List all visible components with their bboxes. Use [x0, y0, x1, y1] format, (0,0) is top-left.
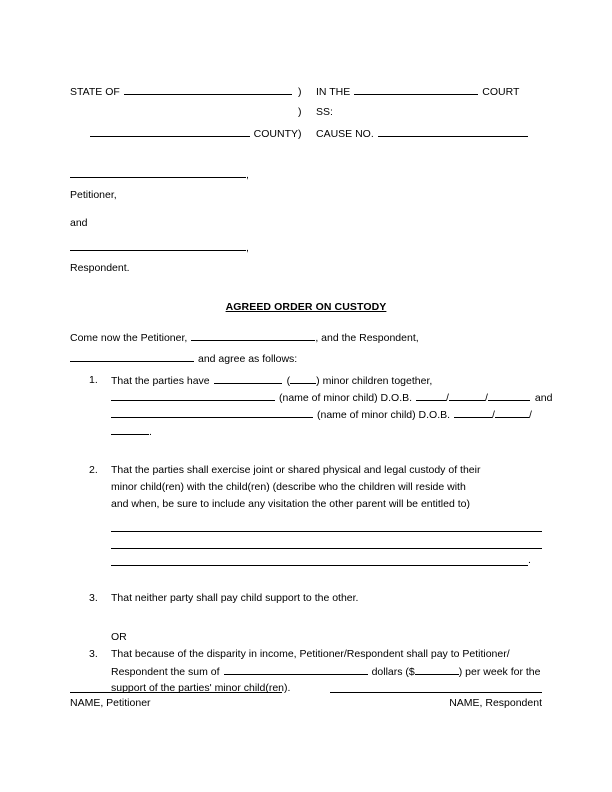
county-blank[interactable]	[90, 127, 250, 137]
respondent-signature-line[interactable]	[330, 680, 542, 693]
item-1-child1-dob-month[interactable]	[416, 391, 446, 401]
item-3b-amount-digits-blank[interactable]	[415, 665, 459, 675]
cause-no-label: CAUSE NO.	[316, 127, 374, 140]
state-of-blank[interactable]	[124, 85, 292, 95]
respondent-name-blank[interactable]	[70, 241, 246, 251]
item-3b-text-a: Respondent the sum of	[111, 665, 220, 678]
state-of-field	[70, 85, 298, 98]
item-2-write-in-line-1[interactable]	[111, 522, 542, 532]
item-1-dob1-slash-1: /	[446, 391, 449, 404]
item-1-child2-name-blank[interactable]	[111, 408, 313, 418]
party-block	[70, 168, 370, 285]
intro-line-1	[70, 331, 542, 352]
petitioner-name-comma: ,	[246, 168, 249, 181]
item-1-count-word-blank[interactable]	[214, 374, 282, 384]
item-2-rule-row-1	[111, 515, 542, 532]
case-caption	[70, 85, 542, 148]
respondent-signature-label: NAME, Respondent	[449, 697, 542, 709]
caption-paren-2: )	[298, 106, 302, 118]
respondent-label: Respondent.	[70, 262, 130, 274]
item-2-body	[111, 464, 542, 566]
list-item	[70, 464, 542, 566]
petitioner-label: Petitioner,	[70, 189, 117, 201]
county-field	[70, 127, 298, 140]
item-2-rule-row-2	[111, 532, 542, 549]
respondent-name-comma: ,	[246, 241, 249, 254]
item-1-child2-dob-year[interactable]	[111, 425, 149, 435]
item-3a-number: 3.	[89, 592, 98, 604]
court-label: COURT	[482, 85, 520, 98]
spacer-after-item-2	[70, 566, 542, 592]
item-1-count-digit-blank[interactable]	[290, 374, 316, 384]
item-3b-line-3: support of the parties' minor child(ren).	[111, 682, 291, 694]
item-1-paren-open: (	[286, 374, 291, 387]
item-1-child2-dob-month[interactable]	[454, 408, 492, 418]
item-1-number: 1.	[89, 374, 98, 386]
petitioner-signature-line[interactable]	[70, 680, 282, 693]
ss-label: SS:	[316, 106, 333, 118]
item-2-line-3: and when, be sure to include any visitation the other parent will be entitled to)	[111, 498, 470, 510]
caption-paren-1: )	[298, 85, 302, 98]
item-1-child1-name-blank[interactable]	[111, 391, 275, 401]
intro-line-2	[70, 352, 542, 373]
caption-paren-3: )	[298, 127, 302, 140]
petitioner-signature-label: NAME, Petitioner	[70, 697, 151, 709]
caption-row-ss	[70, 106, 542, 127]
petitioner-signature-group	[70, 680, 282, 709]
cause-no-blank[interactable]	[378, 127, 528, 137]
item-3a-line-1: That neither party shall pay child support to the other.	[111, 592, 359, 604]
item-1-child2-label: (name of minor child) D.O.B.	[317, 408, 451, 421]
respondent-name-row	[70, 241, 370, 256]
item-2-number: 2.	[89, 464, 98, 476]
intro-paragraph	[70, 331, 542, 373]
cause-no-field	[298, 127, 542, 140]
item-3b-line-1: That because of the disparity in income, Petitioner/Respondent shall pay to Petitioner/	[111, 648, 510, 660]
item-3b-amount-words-blank[interactable]	[224, 665, 368, 675]
item-2-line-1: That the parties shall exercise joint or shared physical and legal custody of their	[111, 464, 481, 476]
intro-text-b: , and the Respondent,	[315, 331, 419, 344]
page-title: AGREED ORDER ON CUSTODY	[225, 301, 387, 313]
list-item	[70, 592, 542, 609]
item-1-child1-dob-day[interactable]	[449, 391, 485, 401]
spacer-before-or	[70, 609, 542, 631]
and-label: and	[70, 217, 88, 229]
item-2-write-in-line-3[interactable]	[111, 556, 528, 566]
item-1-text-a: That the parties have	[111, 374, 210, 387]
item-1-child1-label: (name of minor child) D.O.B.	[279, 391, 413, 404]
intro-respondent-blank[interactable]	[70, 352, 194, 362]
item-3b-text-c: ) per week for the	[458, 665, 541, 678]
or-divider-row	[70, 631, 542, 648]
item-1-line-1	[111, 374, 552, 391]
county-label: COUNTY	[253, 127, 298, 140]
intro-text-a: Come now the Petitioner,	[70, 331, 188, 344]
item-3a-body	[111, 592, 542, 609]
ss-field	[298, 106, 542, 118]
respondent-signature-group	[330, 680, 542, 709]
item-3b-number: 3.	[89, 648, 98, 660]
item-3b-text-b: dollars ($	[371, 665, 415, 678]
signature-block	[70, 680, 542, 709]
list-item	[70, 374, 553, 442]
caption-row-state-court	[70, 85, 542, 106]
petitioner-name-row	[70, 168, 370, 183]
item-2-write-in-line-2[interactable]	[111, 539, 542, 549]
item-1-period: .	[149, 425, 152, 438]
intro-text-c: and agree as follows:	[198, 352, 298, 365]
intro-petitioner-blank[interactable]	[191, 331, 315, 341]
or-body	[111, 631, 542, 648]
item-2-rule-row-3	[111, 549, 542, 566]
item-1-line-3	[111, 408, 552, 425]
item-1-line-2	[111, 391, 552, 408]
spacer-after-item-1	[70, 442, 542, 464]
court-name-blank[interactable]	[354, 85, 478, 95]
item-1-dob2-slash-1: /	[492, 408, 495, 421]
petitioner-name-blank[interactable]	[70, 168, 246, 178]
item-1-and: and	[534, 391, 553, 404]
item-1-dob2-slash-2: /	[528, 408, 532, 421]
provisions-list	[70, 374, 553, 699]
item-1-body	[111, 374, 552, 442]
or-number-spacer	[70, 631, 111, 648]
item-1-child1-dob-year[interactable]	[488, 391, 530, 401]
item-1-dob1-slash-2: /	[484, 391, 488, 404]
item-1-text-c: ) minor children together,	[316, 374, 433, 387]
state-of-label: STATE OF	[70, 85, 120, 98]
in-the-court-field	[298, 85, 542, 98]
item-1-line-4	[111, 425, 552, 442]
item-2-period: .	[528, 554, 531, 566]
item-1-child2-dob-day[interactable]	[495, 408, 529, 418]
caption-row-county-cause	[70, 127, 542, 148]
in-the-label: IN THE	[316, 85, 351, 98]
item-2-line-2: minor child(ren) with the child(ren) (describe who the children will reside with	[111, 481, 466, 493]
or-label: OR	[111, 631, 127, 643]
